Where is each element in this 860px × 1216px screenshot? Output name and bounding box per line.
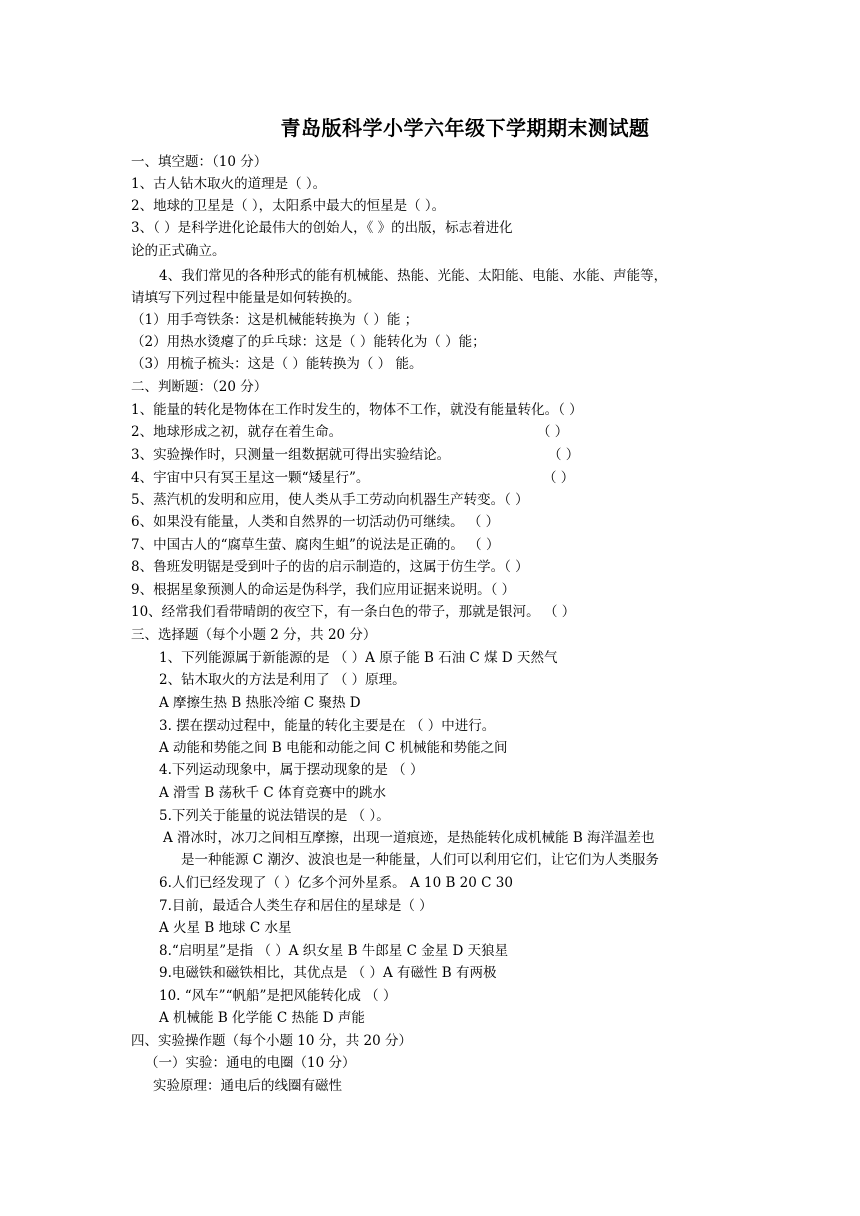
- choice-line: 2、钻木取火的方法是利用了 （ ）原理。: [159, 672, 406, 688]
- true-false-item: 3、实验操作时，只测量一组数据就可得出实验结论。: [131, 447, 451, 463]
- true-false-item: 7、中国古人的“腐草生萤、腐肉生蛆”的说法是正确的。 （ ）: [131, 537, 500, 553]
- true-false-item: 4、宇宙中只有冥王星这一颗“矮星行”。: [131, 470, 370, 486]
- choice-line: A 滑雪 B 荡秋千 C 体育竞赛中的跳水: [159, 785, 386, 801]
- answer-bracket: （ ）: [548, 447, 580, 463]
- exam-title: 青岛版科学小学六年级下学期期末测试题: [280, 116, 650, 140]
- choice-line: 3. 摆在摆动过程中，能量的转化主要是在 （ ）中进行。: [159, 718, 496, 734]
- fill-blank-line: （2）用热水烫瘪了的乒乓球：这是（ ）能转化为（ ）能；: [131, 334, 486, 350]
- fill-blank-line: 2、地球的卫星是（ ），太阳系中最大的恒星是（ ）。: [131, 198, 446, 214]
- true-false-item: 9、根据星象预测人的命运是伪科学，我们应用证据来说明。（ ）: [131, 582, 516, 598]
- choice-line: A 火星 B 地球 C 水星: [159, 920, 292, 936]
- true-false-item: 2、地球形成之初，就存在着生命。: [131, 424, 343, 440]
- experiment-line: 实验原理：通电后的线圈有磁性: [153, 1078, 342, 1094]
- fill-blank-line: 3、（ ）是科学进化论最伟大的创始人，《 》的出版，标志着进化: [131, 220, 513, 236]
- fill-blank-line: （3）用梳子梳头：这是（ ）能转换为（ ） 能。: [131, 356, 423, 372]
- choice-line: 是一种能源 C 潮汐、波浪也是一种能量，人们可以利用它们，让它们为人类服务: [181, 852, 659, 868]
- section-heading-choice: 三、选择题（每个小题 2 分，共 20 分）: [131, 627, 377, 643]
- choice-line: A 摩擦生热 B 热胀冷缩 C 聚热 D: [159, 695, 361, 711]
- choice-line: 6.人们已经发现了（ ）亿多个河外星系。 A 10 B 20 C 30: [159, 875, 513, 891]
- section-heading-experiment: 四、实验操作题（每个小题 10 分，共 20 分）: [131, 1033, 413, 1049]
- choice-line: A 滑冰时，冰刀之间相互摩擦，出现一道痕迹，是热能转化成机械能 B 海洋温差也: [163, 830, 655, 846]
- section-heading-true-false: 二、判断题：（20 分）: [131, 379, 268, 395]
- choice-line: A 动能和势能之间 B 电能和动能之间 C 机械能和势能之间: [159, 740, 508, 756]
- fill-blank-line: 请填写下列过程中能量是如何转换的。: [131, 290, 361, 306]
- section-heading-fill-blank: 一、填空题：（10 分）: [131, 154, 268, 170]
- true-false-item: 6、如果没有能量，人类和自然界的一切活动仍可继续。 （ ）: [131, 514, 500, 530]
- choice-line: 5.下列关于能量的说法错误的是 （ ）。: [159, 808, 390, 824]
- choice-line: 8.“启明星”是指 （ ）A 织女星 B 牛郎星 C 金星 D 天狼星: [159, 943, 509, 959]
- choice-line: 10. “风车”“帆船”是把风能转化成 （ ）: [159, 988, 397, 1004]
- true-false-item: 10、经常我们看带晴朗的夜空下，有一条白色的带子，那就是银河。 （ ）: [131, 604, 576, 620]
- answer-bracket: （ ）: [537, 424, 569, 440]
- experiment-line: （一）实验：通电的电圈（10 分）: [145, 1055, 356, 1071]
- fill-blank-line: 4、我们常见的各种形式的能有机械能、热能、光能、太阳能、电能、水能、声能等，: [159, 268, 668, 284]
- true-false-item: 1、能量的转化是物体在工作时发生的，物体不工作，就没有能量转化。（ ）: [131, 402, 583, 418]
- true-false-item: 5、蒸汽机的发明和应用，使人类从手工劳动向机器生产转变。（ ）: [131, 492, 529, 508]
- choice-line: 7.目前，最适合人类生存和居住的星球是（ ）: [159, 898, 433, 914]
- choice-line: 9.电磁铁和磁铁相比，其优点是 （ ）A 有磁性 B 有两极: [159, 965, 497, 981]
- choice-line: A 机械能 B 化学能 C 热能 D 声能: [159, 1010, 365, 1026]
- answer-bracket: （ ）: [543, 470, 575, 486]
- true-false-item: 8、鲁班发明锯是受到叶子的齿的启示制造的，这属于仿生学。（ ）: [131, 559, 529, 575]
- fill-blank-line: （1）用手弯铁条：这是机械能转换为（ ）能 ；: [131, 312, 419, 328]
- choice-line: 4.下列运动现象中，属于摆动现象的是 （ ）: [159, 762, 424, 778]
- choice-line: 1、下列能源属于新能源的是 （ ）A 原子能 B 石油 C 煤 D 天然气: [159, 650, 558, 666]
- fill-blank-line: 1、古人钻木取火的道理是（ ）。: [131, 176, 327, 192]
- fill-blank-line: 论的正式确立。: [131, 243, 226, 259]
